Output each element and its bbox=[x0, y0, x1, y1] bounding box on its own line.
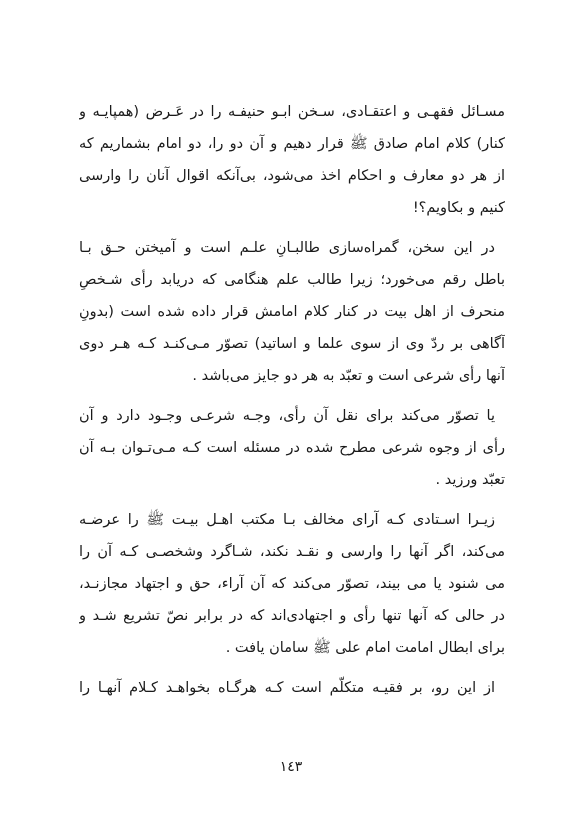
text-line: کنار) کلام امام صادق ﷺ قرار دهیم و آن دو را، دو امام بشماریم که bbox=[79, 136, 505, 152]
text-line: کنیم و بکاویم؟! bbox=[412, 200, 505, 216]
text-line: مسـائل فقهـی و اعتقـادی، سـخن ابـو حنیفـه را در عَـرض (همپایـه و bbox=[79, 104, 505, 120]
paragraph bbox=[79, 96, 505, 224]
text-line: از این رو، بر فقیـه متکلّم است کـه هرگـاه بخواهـد کـلام آنهـا را bbox=[79, 680, 495, 696]
text-line: می‌کند، اگر آنها را وارسی و نقـد نکند، شـاگرد وشخصـی کـه آن را bbox=[79, 544, 505, 560]
text-line: از هر دو معارف و احکام اخذ می‌شود، بی‌آنکه اقوال آنان را وارسی bbox=[79, 168, 505, 184]
text-line: باطل رقم می‌خورد؛ زیرا طالب علم هنگامی که دریابد رأی شـخصِ bbox=[79, 272, 505, 288]
text-line: تعبّد ورزید . bbox=[435, 472, 505, 488]
text-line: در حالی که آنها تنها رأی و اجتهادی‌اند که در برابر نصّ تشریع شـد و bbox=[79, 608, 505, 624]
text-line: زیـرا اسـتادی کـه آرای مخالف بـا مکتب اهـل بیـت ﷺ را عرضـه bbox=[79, 512, 495, 528]
text-line: منحرف از اهل بیت در کنار کلام امامش قرار داده شده است (بدونِ bbox=[79, 304, 505, 320]
paragraph bbox=[79, 504, 505, 664]
paragraph bbox=[79, 400, 505, 496]
page-number: ١٤٣ bbox=[279, 759, 303, 775]
text-line: برای ابطال امامت امام علی ﷺ سامان یافت . bbox=[225, 640, 505, 656]
text-line: رأی از وجوه شرعی مطرح شده در مسئله است کـه مـی‌تـوان بـه آن bbox=[79, 440, 505, 456]
paragraph bbox=[79, 672, 505, 704]
paragraph bbox=[79, 232, 505, 392]
text-line: یا تصوّر می‌کند برای نقل آن رأی، وجـه شرعـی وجـود دارد و آن bbox=[79, 408, 495, 424]
text-line: می شنود یا می بیند، تصوّر می‌کند که آن آراء، حق و اجتهاد مجازنـد، bbox=[79, 576, 505, 592]
text-line: در این سخن، گمراه‌سازی طالبـانِ علـم است و آمیختن حـق بـا bbox=[79, 240, 495, 256]
text-line: آنها رأی شرعی است و تعبّد به هر دو جایز می‌باشد . bbox=[192, 368, 505, 384]
text-line: آگاهی بر ردّ وی از سوی علما و اساتید) تصوّر مـی‌کنـد کـه هـر دوی bbox=[79, 336, 505, 352]
body-text bbox=[79, 96, 505, 704]
